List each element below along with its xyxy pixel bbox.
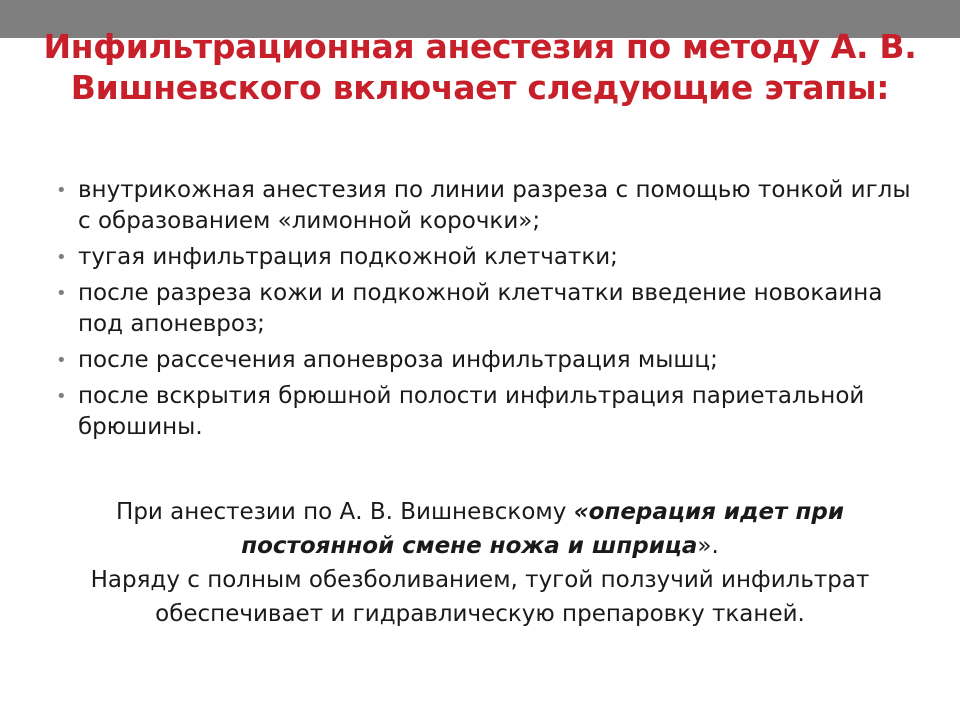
list-item-text: после разреза кожи и подкожной клетчатки введение новокаина под апоневроз;	[78, 280, 883, 337]
list-item	[56, 175, 916, 237]
bullet-icon: •	[56, 386, 67, 407]
conclusion-paragraph: Наряду с полным обезболиванием, тугой ползучий инфильтрат обеспечивает и гидравлическую препаровку тканей.	[90, 567, 870, 627]
summary-prefix: При анестезии по А. В. Вишневскому	[116, 499, 574, 525]
list-item	[56, 345, 916, 376]
bullet-icon: •	[56, 283, 67, 304]
summary-paragraph	[50, 495, 910, 563]
list-item-text: тугая инфильтрация подкожной клетчатки;	[78, 244, 618, 270]
bullet-icon: •	[56, 180, 67, 201]
slide-title: Инфильтрационная анестезия по методу А. В. Вишневского включает следующие этапы:	[43, 27, 917, 107]
list-item-text: после вскрытия брюшной полости инфильтрация париетальной брюшины.	[78, 383, 865, 440]
summary-suffix: ».	[697, 533, 719, 559]
bullet-icon: •	[56, 350, 67, 371]
bullet-list	[56, 175, 916, 448]
list-item-text: после рассечения апоневроза инфильтрация мышц;	[78, 347, 718, 373]
summary-quote: «операция идет при постоянной смене ножа и шприца	[241, 499, 844, 559]
list-item	[56, 381, 916, 443]
list-item-text: внутрикожная анестезия по линии разреза с помощью тонкой иглы с образованием «лимонной корочки»;	[78, 177, 911, 234]
list-item	[56, 278, 916, 340]
list-item	[56, 242, 916, 273]
bullet-icon: •	[56, 247, 67, 268]
